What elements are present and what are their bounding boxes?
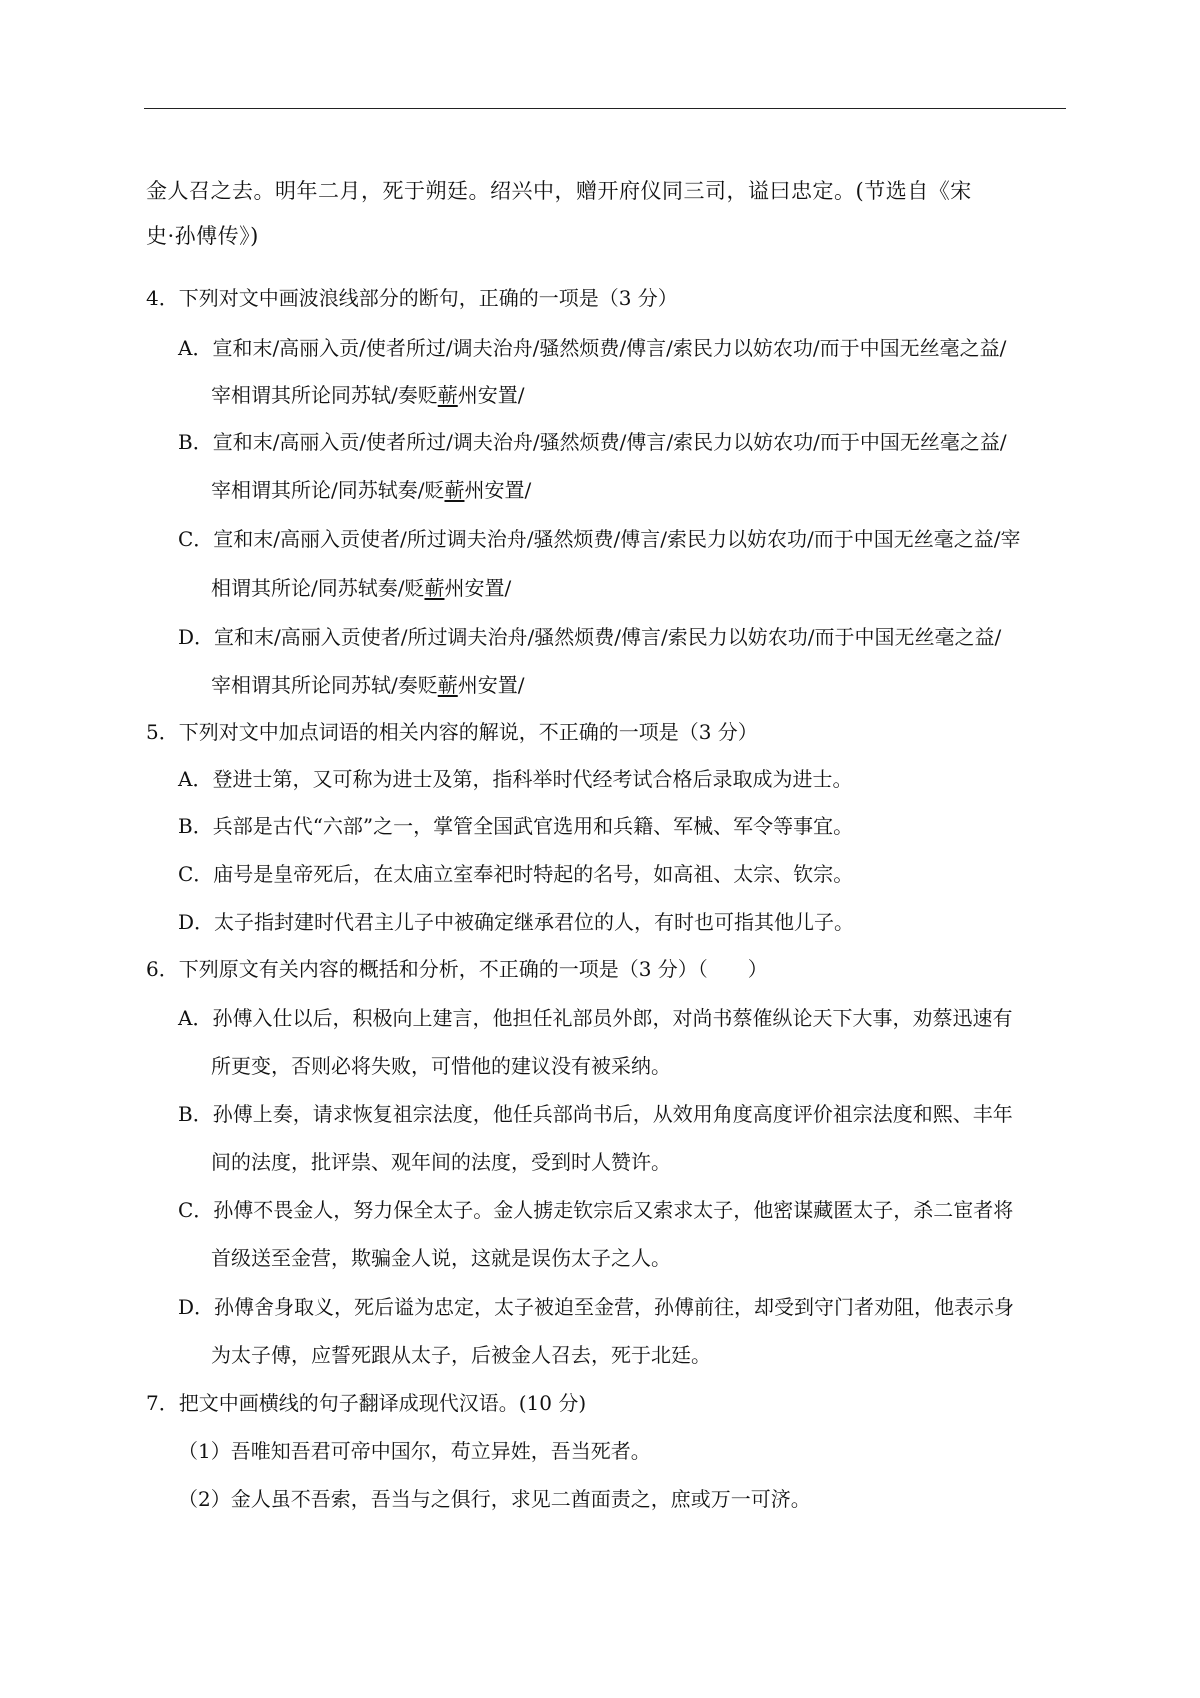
q4-option-a-line-1: A．宣和末/高丽入贡/使者所过/调夫治舟/骚然烦费/傅言/索民力以妨农功/而于中国无丝毫之益/ (178, 336, 1007, 360)
q5-option-c: C．庙号是皇帝死后，在太庙立室奉祀时特起的名号，如高祖、太宗、钦宗。 (178, 862, 854, 886)
q4-stem: 4．下列对文中画波浪线部分的断句，正确的一项是（3 分） (146, 286, 678, 310)
underlined-char: 蕲 (437, 383, 458, 407)
q5-option-a: A．登进士第，又可称为进士及第，指科举时代经考试合格后录取成为进士。 (178, 767, 853, 791)
q5-option-b: B．兵部是古代“六部”之一，掌管全国武官选用和兵籍、军械、军令等事宜。 (178, 814, 854, 838)
q4-option-d-line-1: D．宣和末/高丽入贡使者/所过调夫治舟/骚然烦费/傅言/索民力以妨农功/而于中国无丝毫之益/ (178, 625, 1002, 649)
passage-line-1: 金人召之去。明年二月，死于朔廷。绍兴中，赠开府仪同三司，谥曰忠定。(节选自《宋 (146, 179, 972, 203)
q6-option-b-line-1: B．孙傅上奏，请求恢复祖宗法度，他任兵部尚书后，从效用角度高度评价祖宗法度和熙、丰年 (178, 1102, 1013, 1126)
q6-stem: 6．下列原文有关内容的概括和分析，不正确的一项是（3 分）（ ） (146, 957, 768, 981)
q7-stem: 7．把文中画横线的句子翻译成现代汉语。(10 分) (146, 1391, 587, 1415)
q5-option-d: D．太子指封建时代君主儿子中被确定继承君位的人，有时也可指其他儿子。 (178, 910, 855, 934)
q6-option-d-line-1: D．孙傅舍身取义，死后谥为忠定，太子被迫至金营，孙傅前往，却受到守门者劝阻，他表示身 (178, 1295, 1015, 1319)
passage-line-2: 史·孙傅传》) (146, 224, 259, 248)
q6-option-b-line-2: 间的法度，批评祟、观年间的法度，受到时人赞许。 (211, 1150, 671, 1174)
q4-option-c-line-2: 相谓其所论/同苏轼奏/贬蕲州安置/ (211, 576, 512, 600)
q4-option-a-line-2: 宰相谓其所论同苏轼/奏贬蕲州安置/ (211, 383, 525, 407)
q4-option-c-line-1: C．宣和末/高丽入贡使者/所过调夫治舟/骚然烦费/傅言/索民力以妨农功/而于中国无丝毫之益/宰 (178, 527, 1021, 551)
q7-sentence-1: （1）吾唯知吾君可帝中国尔，苟立异姓，吾当死者。 (178, 1439, 651, 1463)
q5-stem: 5．下列对文中加点词语的相关内容的解说，不正确的一项是（3 分） (146, 720, 758, 744)
q4-option-d-line-2: 宰相谓其所论同苏轼/奏贬蕲州安置/ (211, 673, 525, 697)
q6-option-a-line-2: 所更变，否则必将失败，可惜他的建议没有被采纳。 (211, 1054, 671, 1078)
underlined-char: 蕲 (444, 478, 465, 502)
header-rule (144, 108, 1066, 109)
underlined-char: 蕲 (424, 576, 445, 600)
q6-option-c-line-2: 首级送至金营，欺骗金人说，这就是误伤太子之人。 (211, 1246, 671, 1270)
q6-option-c-line-1: C．孙傅不畏金人，努力保全太子。金人掳走钦宗后又索求太子，他密谋藏匿太子，杀二宦者将 (178, 1198, 1014, 1222)
q4-option-b-line-1: B．宣和末/高丽入贡/使者所过/调夫治舟/骚然烦费/傅言/索民力以妨农功/而于中国无丝毫之益/ (178, 430, 1007, 454)
q6-option-d-line-2: 为太子傅，应誓死跟从太子，后被金人召去，死于北廷。 (211, 1343, 711, 1367)
q7-sentence-2: （2）金人虽不吾索，吾当与之俱行，求见二酋面责之，庶或万一可济。 (178, 1487, 811, 1511)
q4-option-b-line-2: 宰相谓其所论/同苏轼奏/贬蕲州安置/ (211, 478, 532, 502)
underlined-char: 蕲 (437, 673, 458, 697)
q6-option-a-line-1: A．孙傅入仕以后，积极向上建言，他担任礼部员外郎，对尚书蔡傕纵论天下大事，劝蔡迅速有 (178, 1006, 1013, 1030)
